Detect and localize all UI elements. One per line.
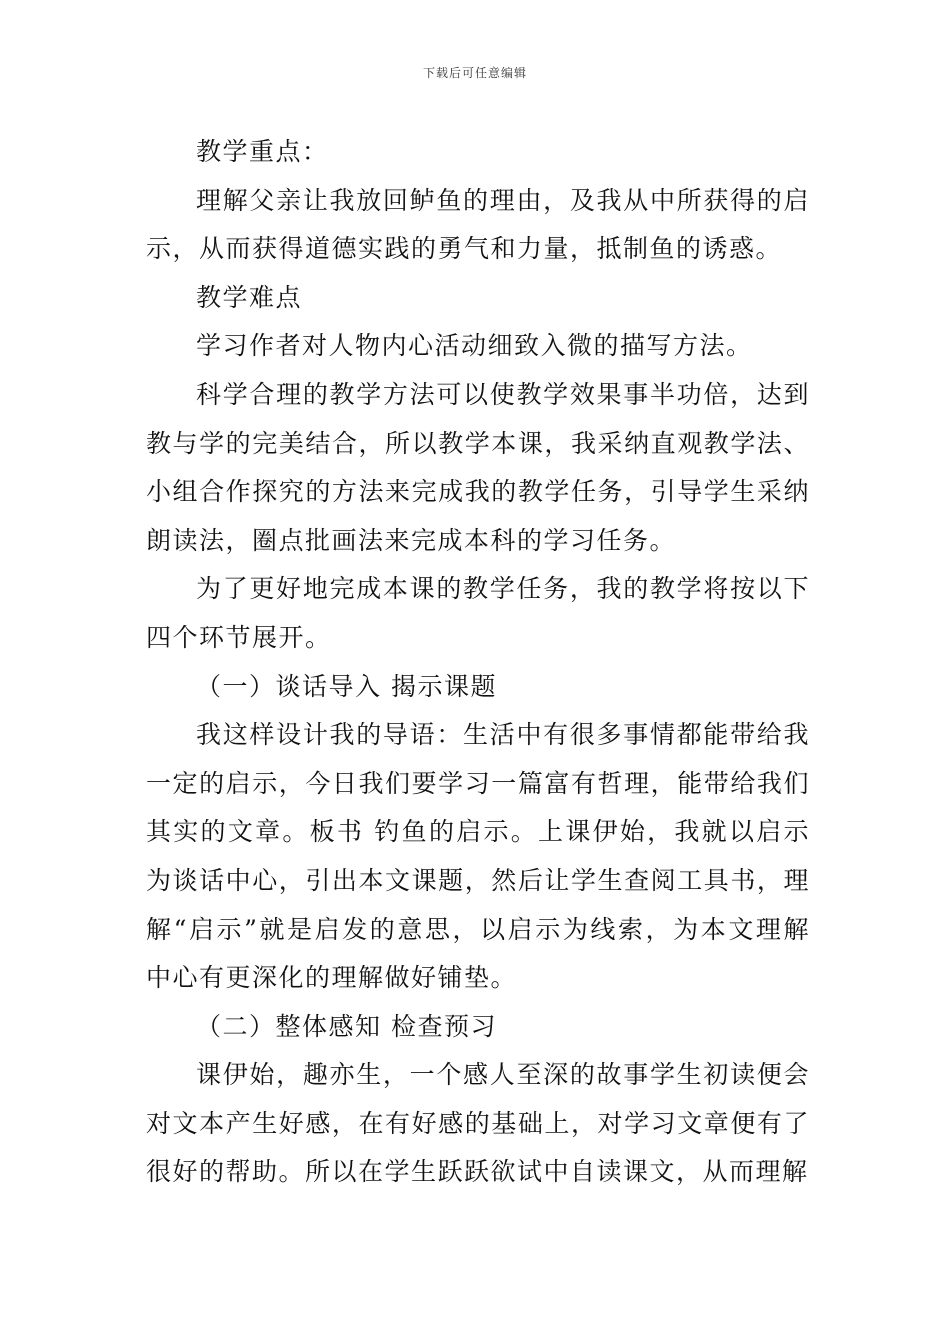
heading-teaching-focus: 教学重点： [196,137,329,166]
heading-teaching-difficulty: 教学难点 [196,282,303,312]
heading-section-two: （二）整体感知 检查预习 [196,1011,497,1041]
page-header: 下载后可任意编辑 [422,66,527,80]
paragraph-focus-content: 理解父亲让我放回鲈鱼的理由，及我从中所获得的启示，从而获得道德实践的勇气和力量，抵制鱼的诱惑。 [146,185,810,264]
paragraph-teaching-method: 科学合理的教学方法可以使教学效果事半功倍，达到教与学的完美结合，所以教学本课，我采纳直观教学法、小组合作探究的方法来完成我的教学任务，引导学生采纳朗读法，圈点批画法来完成本科的学习任务。 [146,379,810,555]
heading-section-one: （一）谈话导入 揭示课题 [196,671,497,701]
paragraph-section-two: 课伊始，趣亦生，一个感人至深的故事学生初读便会对文本产生好感，在有好感的基础上，对学习文章便有了很好的帮助。所以在学生跃跃欲试中自读课文，从而理解 [146,1060,810,1187]
paragraph-difficulty-content: 学习作者对人物内心活动细致入微的描写方法。 [196,331,753,361]
paragraph-four-stages: 为了更好地完成本课的教学任务，我的教学将按以下四个环节展开。 [146,574,810,652]
paragraph-section-one: 我这样设计我的导语：生活中有很多事情都能带给我一定的启示，今日我们要学习一篇富有哲理，能带给我们其实的文章。板书 钓鱼的启示。上课伊始，我就以启示为谈话中心，引出本文课题，然后让学生查阅工具书，理解“启示”就是启发的意思，以启示为线索，为本文理解中心有更深化的理解做好铺垫。 [146,720,810,993]
document-body [146,128,810,1197]
